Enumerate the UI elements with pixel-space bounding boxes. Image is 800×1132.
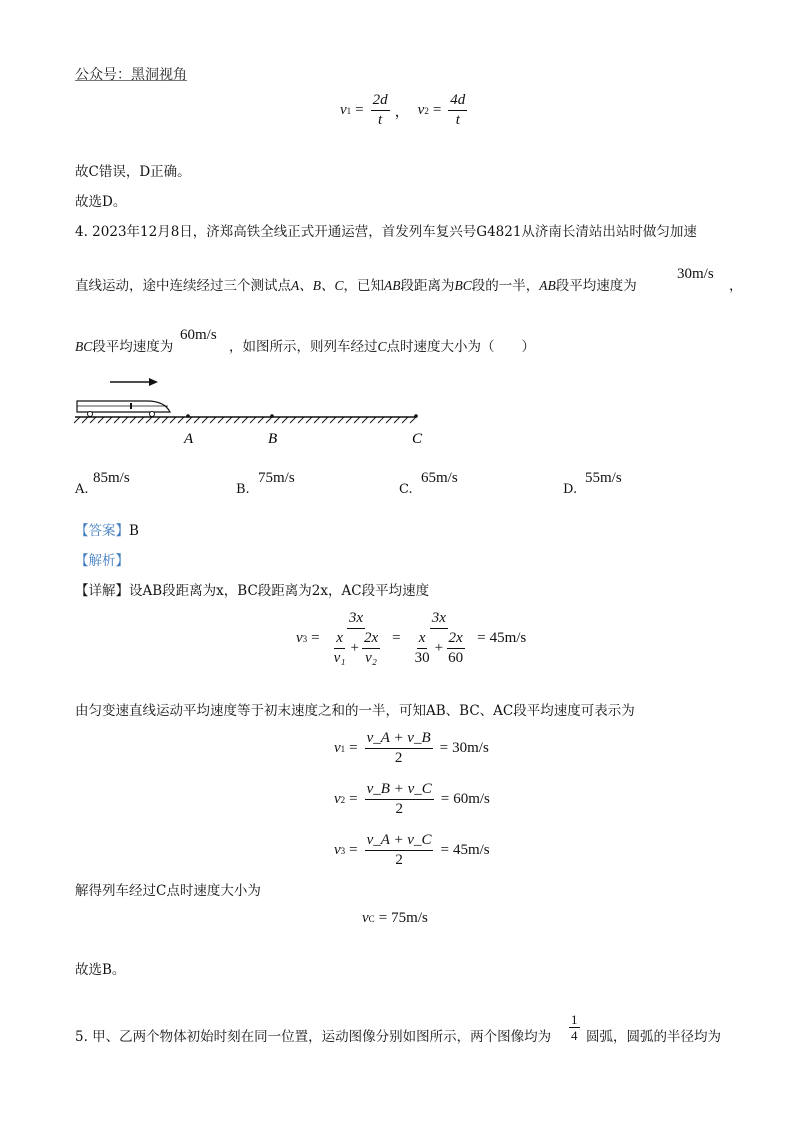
- point-a-label: A: [184, 431, 194, 447]
- hatch-mark: [338, 417, 344, 423]
- equation-vc: v C = 75m/s: [362, 910, 428, 926]
- option-a-label: A.: [75, 482, 89, 497]
- equation-v3: v 3 = 3x $\frac{x}{\text{v₁}}$ + $\frac{2x}{\text{v₂}}$ = 3x $\frac{x}{30}$ + $\frac{2x}{60}$ = 45m/s: [296, 610, 527, 666]
- hatch-mark: [378, 417, 384, 423]
- eq-symbol: v: [340, 102, 347, 118]
- equation-v1-v2: v 1 = $\frac{2d}{t}$ ， v 2 = $\frac{4d}{t}$: [340, 92, 466, 128]
- hatch-mark: [346, 417, 352, 423]
- question-5-line-1-end: 圆弧，圆弧的半径均为: [586, 1029, 721, 1045]
- hatch-mark: [74, 417, 80, 423]
- hatch-mark: [314, 417, 320, 423]
- hatch-mark: [354, 417, 360, 423]
- option-a-value: 85m/s: [93, 470, 130, 486]
- train-track-figure: [72, 374, 432, 454]
- hatch-mark: [362, 417, 368, 423]
- equation-v2: v 2 = $\frac{v\_B + v\_C}{2}$ = 60m/s: [334, 781, 490, 817]
- text-line: 由匀变速直线运动平均速度等于初末速度之和的一半，可知AB、BC、AC段平均速度可表示为: [75, 703, 635, 719]
- hatch-mark: [386, 417, 392, 423]
- hatch-mark: [258, 417, 264, 423]
- hatch-mark: [274, 417, 280, 423]
- question-5-line-1: 5. 甲、乙两个物体初始时刻在同一位置，运动图像分别如图所示，两个图像均为: [75, 1029, 552, 1045]
- hatch-mark: [114, 417, 120, 423]
- hatch-mark: [130, 417, 136, 423]
- eq-subscript: 1: [346, 105, 352, 116]
- hatch-mark: [290, 417, 296, 423]
- answer-line: [75, 522, 139, 540]
- option-b-value: 75m/s: [258, 470, 295, 486]
- hatch-mark: [122, 417, 128, 423]
- eq-denominator: t: [378, 112, 383, 128]
- direction-arrow-head: [149, 378, 158, 386]
- point-b-label: B: [268, 431, 278, 447]
- hatch-mark: [250, 417, 256, 423]
- hatch-mark: [330, 417, 336, 423]
- answer-value: B: [129, 523, 139, 539]
- hatch-mark: [402, 417, 408, 423]
- watermark: 公众号：黑洞视角: [75, 67, 187, 83]
- hatch-mark: [306, 417, 312, 423]
- hatch-mark: [178, 417, 184, 423]
- eq-denominator: t: [455, 112, 460, 128]
- equation-v1: v 1 = $\frac{v\_A + v\_B}{2}$ = 30m/s: [334, 730, 489, 766]
- eq-numerator: 2d: [371, 92, 390, 111]
- hatch-mark: [90, 417, 96, 423]
- velocity-bc: 60m/s: [180, 327, 217, 343]
- hatch-mark: [234, 417, 240, 423]
- option-b-label: B.: [236, 482, 250, 497]
- hatch-mark: [162, 417, 168, 423]
- option-d-label: D.: [563, 482, 578, 497]
- hatch-mark: [282, 417, 288, 423]
- equation-v3-avg: v 3 = $\frac{v\_A + v\_C}{2}$ = 45m/s: [334, 832, 490, 868]
- analysis-tag: 【解析】: [75, 553, 129, 569]
- train-icon: [77, 401, 170, 417]
- point-a-dot: [186, 414, 190, 418]
- hatch-mark: [154, 417, 160, 423]
- hatch-mark: [98, 417, 104, 423]
- hatch-mark: [210, 417, 216, 423]
- hatch-mark: [298, 417, 304, 423]
- text-line: 故选B。: [75, 962, 126, 978]
- option-d-value: 55m/s: [585, 470, 622, 486]
- question-4-line-2: 直线运动，途中连续经过三个测试点A、B、C，已知AB段距离为BC段的一半，AB段平均速度为: [75, 278, 637, 294]
- detail-text: 设AB段距离为x，BC段距离为2x，AC段平均速度: [129, 583, 430, 599]
- comma: ，: [729, 278, 743, 294]
- question-4-line-3: BC段平均速度为: [75, 339, 174, 355]
- hatch-mark: [202, 417, 208, 423]
- text-line: 故C错误，D正确。: [75, 164, 191, 180]
- hatch-mark: [106, 417, 112, 423]
- hatch-mark: [146, 417, 152, 423]
- track-hatching: [74, 417, 416, 423]
- velocity-ab: 30m/s: [677, 266, 714, 282]
- option-c-label: C.: [399, 482, 413, 497]
- eq-subscript: 2: [424, 105, 429, 116]
- point-b-dot: [270, 414, 274, 418]
- hatch-mark: [138, 417, 144, 423]
- hatch-mark: [218, 417, 224, 423]
- hatch-mark: [226, 417, 232, 423]
- point-c-label: C: [412, 431, 423, 447]
- hatch-mark: [394, 417, 400, 423]
- option-c-value: 65m/s: [421, 470, 458, 486]
- hatch-mark: [370, 417, 376, 423]
- hatch-mark: [82, 417, 88, 423]
- detail-tag: 【详解】: [75, 583, 129, 599]
- text-line: 故选D。: [75, 194, 127, 210]
- question-4-line-3-end: ，如图所示，则列车经过C点时速度大小为（ ）: [229, 339, 536, 355]
- hatch-mark: [266, 417, 272, 423]
- text-line: 解得列车经过C点时速度大小为: [75, 883, 261, 899]
- point-c-dot: [414, 414, 418, 418]
- eq-numerator: 4d: [448, 92, 467, 111]
- answer-tag: 【答案】: [75, 523, 129, 539]
- hatch-mark: [186, 417, 192, 423]
- eq-separator: ，: [394, 104, 410, 120]
- hatch-mark: [242, 417, 248, 423]
- question-4-line-1: 4. 2023年12月8日，济郑高铁全线正式开通运营，首发列车复兴号G4821从济南长清站出站时做匀加速: [75, 224, 697, 240]
- hatch-mark: [170, 417, 176, 423]
- hatch-mark: [410, 417, 416, 423]
- question-5-fraction: 1 4: [571, 1012, 578, 1043]
- hatch-mark: [194, 417, 200, 423]
- eq-symbol: v: [417, 102, 425, 118]
- hatch-mark: [322, 417, 328, 423]
- detail-line: [75, 582, 429, 600]
